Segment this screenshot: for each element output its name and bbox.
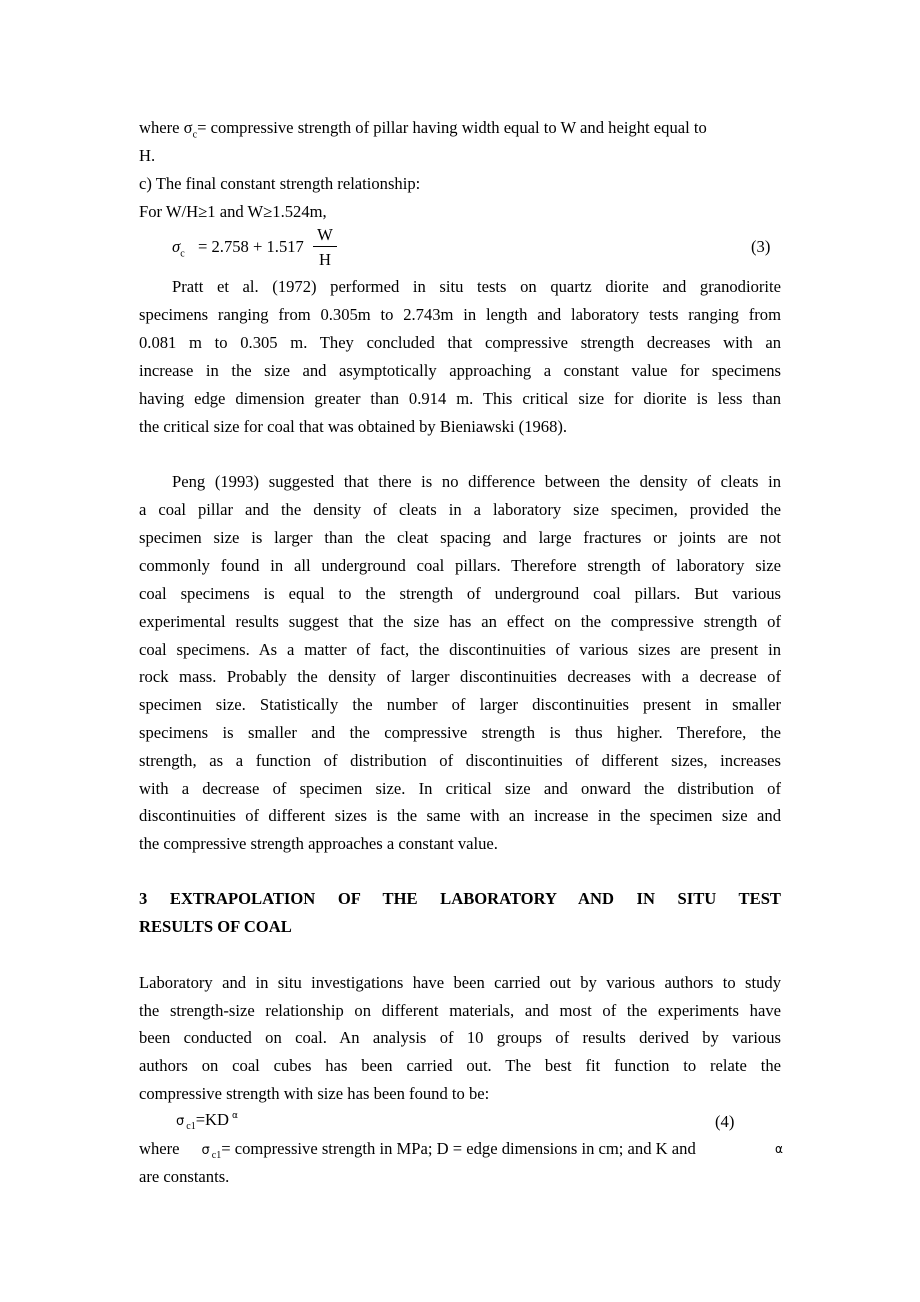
condition-text: For W/H≥1 and W≥1.524m, <box>139 202 327 221</box>
peng-line: Peng (1993) suggested that there is no difference between the density of cleats in <box>172 472 781 491</box>
section-heading-line-2: RESULTS OF COAL <box>139 917 292 936</box>
peng-line: the compressive strength approaches a constant value. <box>139 834 498 853</box>
peng-line: strength, as a function of distribution of discontinuities of different sizes, increases <box>139 751 781 770</box>
where-eq4-line-2: are constants. <box>139 1167 230 1186</box>
eq3-number: (3) <box>751 237 771 256</box>
lab-line: compressive strength with size has been found to be: <box>139 1084 490 1103</box>
peng-line: specimens is smaller and the compressive strength is thus higher. Therefore, the <box>139 723 781 742</box>
where-eq4-alpha: α <box>775 1142 783 1156</box>
lab-line: authors on coal cubes has been carried out. The best fit function to relate the <box>139 1056 781 1075</box>
eq3-denominator: H <box>319 250 331 269</box>
peng-line: a coal pillar and the density of cleats in a laboratory size specimen, provided the <box>139 500 781 519</box>
pratt-line: having edge dimension greater than 0.914 m. This critical size for diorite is less than <box>139 389 781 408</box>
peng-line: rock mass. Probably the density of larger discontinuities decreases with a decrease of <box>139 667 781 686</box>
peng-line: coal specimens is equal to the strength of underground coal pillars. But various <box>139 584 781 603</box>
eq3-fraction-bar <box>313 246 337 247</box>
item-c-text: c) The final constant strength relationship: <box>139 174 421 193</box>
pratt-line: increase in the size and asymptotically approaching a constant value for specimens <box>139 361 781 380</box>
peng-line: experimental results suggest that the size has an effect on the compressive strength of <box>139 612 781 631</box>
eq3-rhs: = 2.758 + 1.517 <box>198 237 304 256</box>
eq3-sigma: $\sigma_c$ <box>172 237 185 260</box>
peng-line: coal specimens. As a matter of fact, the discontinuities of various sizes are present in <box>139 640 781 659</box>
peng-line: commonly found in all underground coal pillars. Therefore strength of laboratory size <box>139 556 781 575</box>
peng-line: specimen size is larger than the cleat spacing and large fractures or joints are not <box>139 528 781 547</box>
peng-line: with a decrease of specimen size. In critical size and onward the distribution of <box>139 779 781 798</box>
where-sigma-c-line-2: H. <box>139 146 156 165</box>
eq4-formula: σ $_{c1}$=KD $^\alpha$ <box>176 1110 238 1133</box>
lab-line: been conducted on coal. An analysis of 10 groups of results derived by various <box>139 1028 781 1047</box>
where-sigma-c-line: where $\sigma_c=$ compressive strength of pillar having width equal to W and height equal to <box>139 118 707 141</box>
lab-line: the strength-size relationship on different materials, and most of the experiments have <box>139 1001 781 1020</box>
eq3-numerator: W <box>317 225 333 244</box>
pratt-line: the critical size for coal that was obtained by Bieniawski (1968). <box>139 417 568 436</box>
pratt-line: 0.081 m to 0.305 m. They concluded that compressive strength decreases with an <box>139 333 781 352</box>
pratt-line: Pratt et al. (1972) performed in situ tests on quartz diorite and granodiorite <box>172 277 781 296</box>
where-eq4-line: where σ $_{c1}$= compressive strength in MPa; D = edge dimensions in cm; and K and <box>139 1139 696 1162</box>
peng-line: discontinuities of different sizes is the same with an increase in the specimen size and <box>139 806 781 825</box>
pratt-line: specimens ranging from 0.305m to 2.743m in length and laboratory tests ranging from <box>139 305 781 324</box>
lab-line: Laboratory and in situ investigations have been carried out by various authors to study <box>139 973 781 992</box>
section-heading-line-1: 3 EXTRAPOLATION OF THE LABORATORY AND IN SITU TEST <box>139 889 781 908</box>
peng-line: specimen size. Statistically the number of larger discontinuities present in smaller <box>139 695 781 714</box>
eq4-number: (4) <box>715 1112 735 1131</box>
